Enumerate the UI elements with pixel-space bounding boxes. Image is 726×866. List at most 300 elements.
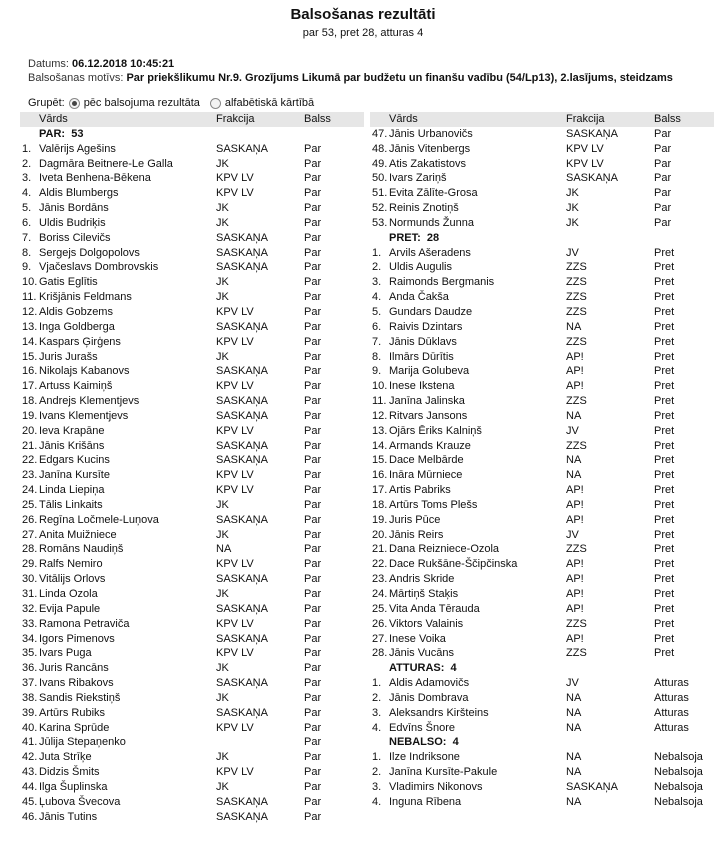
vote-cell: Pret <box>654 573 675 586</box>
results-table-left <box>20 112 364 825</box>
vote-cell: Par <box>304 261 322 274</box>
table-row <box>370 468 714 483</box>
faction-cell: AP! <box>566 602 584 615</box>
faction-cell: JV <box>566 246 579 259</box>
vote-cell: Par <box>304 157 322 170</box>
vote-cell: Par <box>304 706 322 719</box>
deputy-name: Ojārs Ēriks Kalniņš <box>389 424 482 437</box>
row-number: 28. <box>22 543 38 556</box>
deputy-name: Anita Muižniece <box>39 528 117 541</box>
vote-cell: Par <box>304 543 322 556</box>
vote-cell: Par <box>304 380 322 393</box>
faction-cell: JK <box>216 157 229 170</box>
row-number: 20. <box>372 528 388 541</box>
deputy-name: Ralfs Nemiro <box>39 558 103 571</box>
row-number: 8. <box>372 350 382 363</box>
faction-cell: JV <box>566 424 579 437</box>
vote-cell: Par <box>304 662 322 675</box>
vote-cell: Par <box>654 216 672 229</box>
table-row <box>20 572 364 587</box>
faction-cell: JV <box>566 677 579 690</box>
radio-alphabetical-label[interactable]: alfabētiskā kārtībā <box>224 97 315 109</box>
faction-cell: JK <box>216 528 229 541</box>
faction-cell: ZZS <box>566 395 587 408</box>
table-row <box>20 364 364 379</box>
table-row <box>370 157 714 172</box>
deputy-name: Jānis Dombrava <box>389 691 469 704</box>
row-number: 3. <box>372 276 382 289</box>
group-label <box>389 231 439 246</box>
radio-by-result-label[interactable]: pēc balsojuma rezultāta <box>83 97 200 109</box>
row-number: 43. <box>22 766 38 779</box>
vote-cell: Par <box>304 409 322 422</box>
group-count: 4 <box>450 662 457 675</box>
vote-cell: Pret <box>654 409 675 422</box>
row-number: 2. <box>372 766 382 779</box>
header-vote: Balss <box>304 113 331 125</box>
row-number: 30. <box>22 573 38 586</box>
faction-cell: KPV LV <box>216 380 254 393</box>
date-value: 06.12.2018 10:45:21 <box>72 58 175 70</box>
table-row <box>20 587 364 602</box>
faction-cell: KPV LV <box>216 187 254 200</box>
header-faction: Frakcija <box>216 113 255 125</box>
vote-cell: Atturas <box>654 691 689 704</box>
faction-cell: SASKAŅA <box>216 439 268 452</box>
vote-cell: Pret <box>654 439 675 452</box>
row-number: 41. <box>22 736 38 749</box>
table-row <box>370 765 714 780</box>
group-heading <box>370 231 714 246</box>
header-faction: Frakcija <box>566 113 605 125</box>
vote-cell: Par <box>304 246 322 259</box>
faction-cell: JK <box>566 216 579 229</box>
faction-cell: JK <box>216 780 229 793</box>
table-row <box>370 171 714 186</box>
faction-cell: AP! <box>566 498 584 511</box>
row-number: 19. <box>372 513 388 526</box>
deputy-name: Evita Zālīte-Grosa <box>389 187 478 200</box>
faction-cell: NA <box>566 454 582 467</box>
faction-cell: KPV LV <box>216 721 254 734</box>
deputy-name: Artūrs Rubiks <box>39 706 106 719</box>
deputy-name: Juta Strīķe <box>39 751 92 764</box>
deputy-name: Uldis Augulis <box>389 261 452 274</box>
table-row <box>20 335 364 350</box>
vote-cell: Par <box>304 305 322 318</box>
deputy-name: Didzis Šmits <box>39 766 100 779</box>
vote-cell: Par <box>304 721 322 734</box>
results-table-right <box>370 112 714 810</box>
group-label <box>389 661 457 676</box>
deputy-name: Ivars Zariņš <box>389 172 447 185</box>
vote-cell: Par <box>654 157 672 170</box>
vote-cell: Par <box>304 513 322 526</box>
table-row <box>370 513 714 528</box>
group-count: 4 <box>452 736 459 749</box>
deputy-name: Mārtiņš Staķis <box>389 588 459 600</box>
table-row <box>370 528 714 543</box>
faction-cell: AP! <box>566 573 584 586</box>
row-number: 7. <box>372 335 382 348</box>
table-row <box>20 706 364 721</box>
deputy-name: Andris Skride <box>389 573 455 586</box>
deputy-name: Sandis Riekstiņš <box>39 691 121 704</box>
table-row <box>370 260 714 275</box>
header-name: Vārds <box>389 113 418 125</box>
deputy-name: Jānis Tutins <box>39 810 98 823</box>
table-row <box>370 424 714 439</box>
deputy-name: Juris Rancāns <box>39 662 109 675</box>
deputy-name: Juris Jurašs <box>39 350 98 363</box>
vote-cell: Pret <box>654 469 675 482</box>
table-row <box>20 617 364 632</box>
deputy-name: Evija Papule <box>39 602 101 615</box>
row-number: 46. <box>22 810 38 823</box>
faction-cell: SASKAŅA <box>216 454 268 467</box>
motive-line <box>28 72 673 84</box>
deputy-name: Reinis Znotiņš <box>389 202 459 215</box>
faction-cell: JK <box>566 202 579 215</box>
faction-cell: ZZS <box>566 543 587 556</box>
deputy-name: Juris Pūce <box>389 513 441 526</box>
group-title: NEBALSO: <box>389 736 447 749</box>
table-row <box>370 350 714 365</box>
faction-cell: NA <box>566 766 582 779</box>
table-row <box>370 795 714 810</box>
table-row <box>20 171 364 186</box>
vote-cell: Par <box>654 202 672 215</box>
deputy-name: Vita Anda Tērauda <box>389 602 480 615</box>
row-number: 7. <box>22 231 32 244</box>
faction-cell: ZZS <box>566 261 587 274</box>
faction-cell: SASKAŅA <box>566 780 618 793</box>
deputy-name: Jānis Reirs <box>389 528 444 541</box>
vote-cell: Atturas <box>654 677 689 690</box>
table-row <box>370 290 714 305</box>
faction-cell: SASKAŅA <box>216 632 268 645</box>
deputy-name: Inese Voika <box>389 632 446 645</box>
row-number: 27. <box>372 632 388 645</box>
vote-cell: Pret <box>654 647 675 660</box>
row-number: 34. <box>22 632 38 645</box>
vote-cell: Pret <box>654 558 675 571</box>
vote-cell: Pret <box>654 588 675 600</box>
row-number: 25. <box>22 498 38 511</box>
row-number: 52. <box>372 202 388 215</box>
group-title: ATTURAS: <box>389 662 445 675</box>
deputy-name: Boriss Cilevičs <box>39 231 111 244</box>
vote-cell: Par <box>304 751 322 764</box>
vote-cell: Par <box>304 484 322 497</box>
table-row <box>370 706 714 721</box>
table-row <box>370 364 714 379</box>
row-number: 26. <box>372 617 388 630</box>
faction-cell: SASKAŅA <box>216 246 268 259</box>
faction-cell: AP! <box>566 513 584 526</box>
deputy-name: Artuss Kaimiņš <box>39 380 113 393</box>
table-row <box>370 587 714 602</box>
vote-cell: Par <box>654 127 672 140</box>
group-title: PRET: <box>389 231 421 244</box>
vote-cell: Par <box>304 231 322 244</box>
faction-cell: ZZS <box>566 305 587 318</box>
vote-cell: Par <box>304 588 322 600</box>
faction-cell: JK <box>216 751 229 764</box>
vote-cell: Pret <box>654 246 675 259</box>
table-row <box>370 439 714 454</box>
row-number: 22. <box>372 558 388 571</box>
row-number: 42. <box>22 751 38 764</box>
row-number: 50. <box>372 172 388 185</box>
deputy-name: Andrejs Klementjevs <box>39 395 140 408</box>
table-row <box>370 216 714 231</box>
faction-cell: JK <box>566 187 579 200</box>
table-row <box>20 453 364 468</box>
table-row <box>20 439 364 454</box>
table-row <box>370 275 714 290</box>
table-row <box>370 409 714 424</box>
row-number: 12. <box>22 305 38 318</box>
row-number: 11. <box>22 291 37 304</box>
vote-summary: par 53, pret 28, atturas 4 <box>302 27 424 39</box>
vote-cell: Pret <box>654 424 675 437</box>
row-number: 32. <box>22 602 38 615</box>
faction-cell: AP! <box>566 558 584 571</box>
faction-cell: JV <box>566 528 579 541</box>
faction-cell: JK <box>216 588 229 600</box>
table-row <box>20 201 364 216</box>
deputy-name: Raimonds Bergmanis <box>389 276 495 289</box>
table-row <box>370 201 714 216</box>
row-number: 2. <box>372 691 382 704</box>
row-number: 24. <box>372 588 388 600</box>
vote-cell: Pret <box>654 335 675 348</box>
deputy-name: Tālis Linkaits <box>39 498 103 511</box>
vote-cell: Par <box>304 498 322 511</box>
table-row <box>20 602 364 617</box>
table-row <box>370 646 714 661</box>
deputy-name: Viktors Valainis <box>389 617 464 630</box>
faction-cell: AP! <box>566 484 584 497</box>
vote-cell: Nebalsoja <box>654 780 703 793</box>
row-number: 8. <box>22 246 32 259</box>
table-row <box>370 453 714 468</box>
deputy-name: Janīna Kursīte-Pakule <box>389 766 498 779</box>
row-number: 15. <box>22 350 38 363</box>
vote-cell: Par <box>304 350 322 363</box>
row-number: 12. <box>372 409 388 422</box>
deputy-name: Janīna Kursīte <box>39 469 110 482</box>
table-row <box>20 528 364 543</box>
faction-cell: KPV LV <box>216 469 254 482</box>
faction-cell: SASKAŅA <box>216 409 268 422</box>
deputy-name: Ļubova Švecova <box>39 795 121 808</box>
row-number: 3. <box>22 172 32 185</box>
deputy-name: Ināra Mūrniece <box>389 469 463 482</box>
deputy-name: Edgars Kucins <box>39 454 110 467</box>
deputy-name: Ivars Puga <box>39 647 92 660</box>
row-number: 23. <box>22 469 38 482</box>
table-row <box>370 320 714 335</box>
table-row <box>20 305 364 320</box>
faction-cell: JK <box>216 662 229 675</box>
deputy-name: Aldis Adamovičs <box>389 677 470 690</box>
row-number: 20. <box>22 424 38 437</box>
faction-cell: SASKAŅA <box>566 127 618 140</box>
vote-cell: Pret <box>654 350 675 363</box>
faction-cell: SASKAŅA <box>216 395 268 408</box>
table-row <box>20 557 364 572</box>
table-row <box>20 246 364 261</box>
row-number: 4. <box>372 291 382 304</box>
faction-cell: ZZS <box>566 291 587 304</box>
row-number: 26. <box>22 513 38 526</box>
deputy-name: Vjačeslavs Dombrovskis <box>39 261 159 274</box>
table-row <box>370 483 714 498</box>
faction-cell: ZZS <box>566 439 587 452</box>
table-row <box>20 409 364 424</box>
vote-cell: Par <box>304 602 322 615</box>
faction-cell: SASKAŅA <box>216 706 268 719</box>
deputy-name: Arvils Ašeradens <box>389 246 471 259</box>
vote-cell: Par <box>304 335 322 348</box>
table-row <box>20 661 364 676</box>
row-number: 1. <box>372 246 382 259</box>
deputy-name: Vitālijs Orlovs <box>39 573 106 586</box>
table-row <box>370 542 714 557</box>
table-row <box>370 379 714 394</box>
table-row <box>20 186 364 201</box>
row-number: 40. <box>22 721 38 734</box>
deputy-name: Nikolajs Kabanovs <box>39 365 130 378</box>
faction-cell: KPV LV <box>216 766 254 779</box>
deputy-name: Ilze Indriksone <box>389 751 460 764</box>
radio-alphabetical[interactable] <box>210 98 221 109</box>
faction-cell: SASKAŅA <box>216 320 268 333</box>
faction-cell: KPV LV <box>216 172 254 185</box>
vote-cell: Par <box>304 573 322 586</box>
faction-cell: SASKAŅA <box>216 231 268 244</box>
faction-cell: NA <box>566 706 582 719</box>
deputy-name: Artūrs Toms Plešs <box>389 498 478 511</box>
row-number: 35. <box>22 647 38 660</box>
faction-cell: NA <box>566 795 582 808</box>
row-number: 5. <box>22 202 32 215</box>
date-line <box>28 58 174 70</box>
table-row <box>20 735 364 750</box>
table-row <box>370 676 714 691</box>
deputy-name: Armands Krauze <box>389 439 471 452</box>
row-number: 14. <box>22 335 38 348</box>
radio-by-result[interactable] <box>69 98 80 109</box>
row-number: 45. <box>22 795 38 808</box>
faction-cell: KPV LV <box>216 617 254 630</box>
faction-cell: SASKAŅA <box>216 261 268 274</box>
page-title: Balsošanas rezultāti <box>290 6 436 23</box>
table-row <box>20 142 364 157</box>
row-number: 33. <box>22 617 38 630</box>
deputy-name: Aldis Gobzems <box>39 305 113 318</box>
deputy-name: Dagmāra Beitnere-Le Galla <box>39 157 173 170</box>
deputy-name: Romāns Naudiņš <box>39 543 124 556</box>
vote-cell: Par <box>304 677 322 690</box>
row-number: 4. <box>372 721 382 734</box>
table-row <box>370 750 714 765</box>
table-row <box>370 186 714 201</box>
deputy-name: Janīna Jalinska <box>389 395 465 408</box>
table-row <box>20 498 364 513</box>
table-row <box>20 542 364 557</box>
row-number: 38. <box>22 691 38 704</box>
faction-cell: SASKAŅA <box>216 795 268 808</box>
vote-cell: Par <box>304 454 322 467</box>
deputy-name: Ivans Klementjevs <box>39 409 129 422</box>
vote-cell: Par <box>304 528 322 541</box>
deputy-name: Aleksandrs Kiršteins <box>389 706 489 719</box>
deputy-name: Jānis Urbanovičs <box>389 127 473 140</box>
row-number: 4. <box>22 187 32 200</box>
table-row <box>20 216 364 231</box>
header-vote: Balss <box>654 113 681 125</box>
row-number: 47. <box>372 127 388 140</box>
faction-cell: SASKAŅA <box>566 172 618 185</box>
faction-cell: KPV LV <box>216 558 254 571</box>
faction-cell: ZZS <box>566 276 587 289</box>
table-row <box>370 246 714 261</box>
deputy-name: Inguna Rībena <box>389 795 462 808</box>
row-number: 4. <box>372 795 382 808</box>
table-row <box>20 290 364 305</box>
date-label: Datums: <box>28 58 69 70</box>
faction-cell: SASKAŅA <box>216 602 268 615</box>
row-number: 11. <box>372 395 387 408</box>
faction-cell: JK <box>216 291 229 304</box>
deputy-name: Inese Ikstena <box>389 380 455 393</box>
vote-cell: Pret <box>654 261 675 274</box>
vote-cell: Par <box>304 424 322 437</box>
row-number: 27. <box>22 528 38 541</box>
deputy-name: Ieva Krapāne <box>39 424 105 437</box>
vote-cell: Par <box>304 187 322 200</box>
table-row <box>20 750 364 765</box>
table-row <box>20 765 364 780</box>
deputy-name: Ilmārs Dūrītis <box>389 350 454 363</box>
vote-cell: Atturas <box>654 721 689 734</box>
deputy-name: Sergejs Dolgopolovs <box>39 246 140 259</box>
faction-cell: JK <box>216 202 229 215</box>
faction-cell: ZZS <box>566 617 587 630</box>
vote-cell: Par <box>304 780 322 793</box>
row-number: 28. <box>372 647 388 660</box>
faction-cell: NA <box>566 320 582 333</box>
table-row <box>370 632 714 647</box>
table-row <box>20 646 364 661</box>
table-row <box>20 275 364 290</box>
table-row <box>20 394 364 409</box>
row-number: 16. <box>22 365 38 378</box>
faction-cell: SASKAŅA <box>216 142 268 155</box>
table-row <box>370 305 714 320</box>
table-row <box>370 498 714 513</box>
row-number: 6. <box>22 216 32 229</box>
row-number: 51. <box>372 187 388 200</box>
faction-cell: NA <box>566 721 582 734</box>
row-number: 9. <box>372 365 382 378</box>
group-label <box>389 735 459 750</box>
row-number: 10. <box>372 380 388 393</box>
faction-cell: KPV LV <box>216 305 254 318</box>
